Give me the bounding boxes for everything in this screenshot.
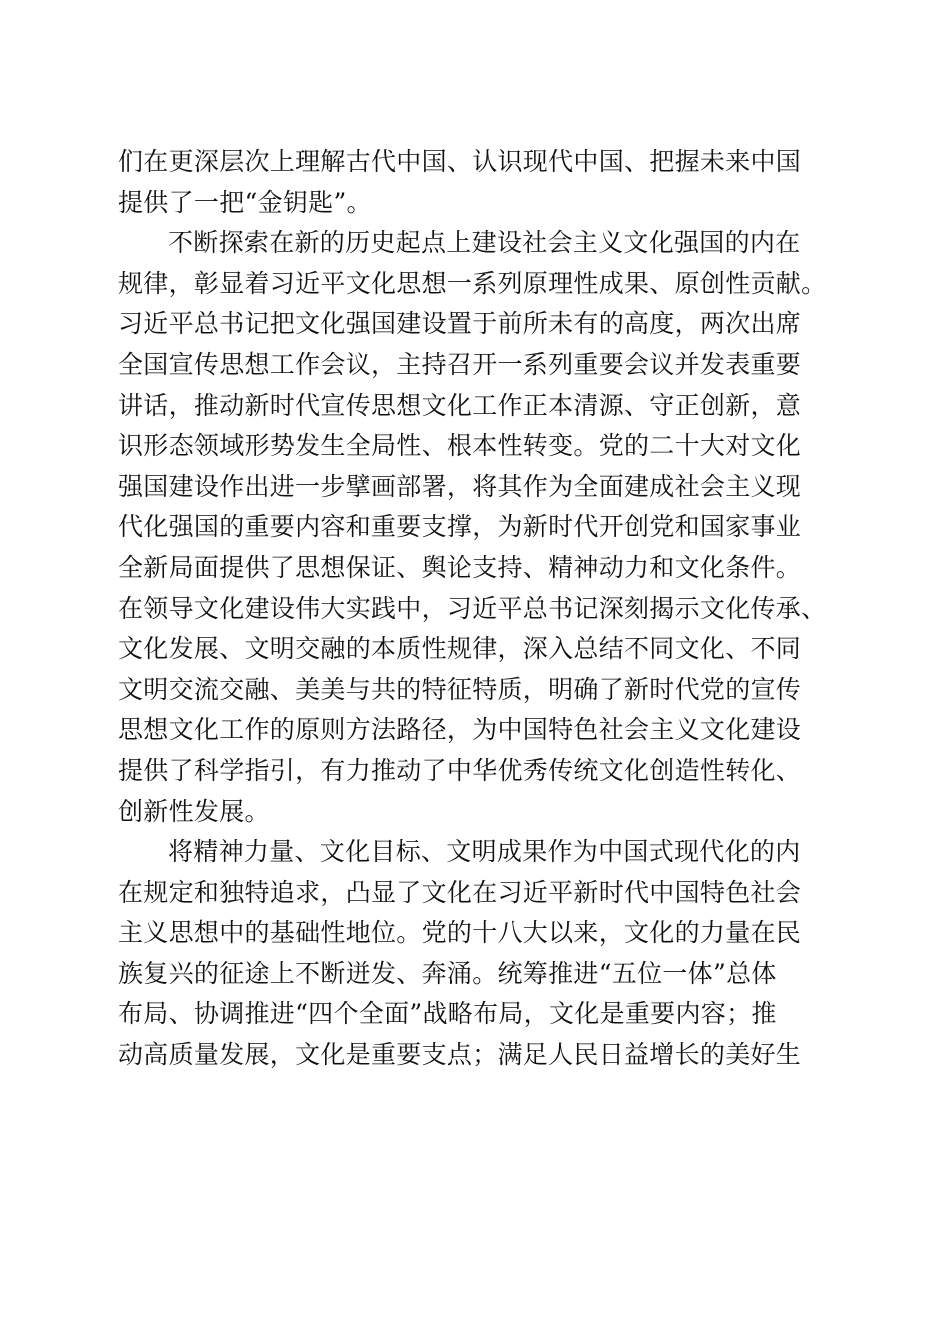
text-line: 提供了科学指引，有力推动了中华优秀传统文化创造性转化、 <box>118 755 802 785</box>
text-line: 提供了一把“金钥匙”。 <box>118 187 372 217</box>
paragraph-start-line: 不断探索在新的历史起点上建设社会主义文化强国的内在 <box>168 228 801 258</box>
text-line: 思想文化工作的原则方法路径，为中国特色社会主义文化建设 <box>118 715 802 745</box>
text-line: 族复兴的征途上不断迸发、奔涌。统筹推进“五位一体”总体 <box>118 958 777 988</box>
text-line: 全新局面提供了思想保证、舆论支持、精神动力和文化条件。 <box>118 552 802 582</box>
text-line: 代化强国的重要内容和重要支撑，为新时代开创党和国家事业 <box>118 512 802 542</box>
text-line: 主义思想中的基础性地位。党的十八大以来，文化的力量在民 <box>118 918 802 948</box>
body-text <box>118 142 838 1076</box>
text-line: 布局、协调推进“四个全面”战略布局，文化是重要内容；推 <box>118 999 777 1029</box>
text-line: 文化发展、文明交融的本质性规律，深入总结不同文化、不同 <box>118 634 802 664</box>
paragraph-start-line: 将精神力量、文化目标、文明成果作为中国式现代化的内 <box>168 837 801 867</box>
text-line: 规律，彰显着习近平文化思想一系列原理性成果、原创性贡献。 <box>118 268 827 298</box>
text-line: 讲话，推动新时代宣传思想文化工作正本清源、守正创新，意 <box>118 390 802 420</box>
text-line: 全国宣传思想工作会议，主持召开一系列重要会议并发表重要 <box>118 349 802 379</box>
text-line: 创新性发展。 <box>118 796 270 826</box>
text-line: 文明交流交融、美美与共的特征特质，明确了新时代党的宣传 <box>118 674 802 704</box>
text-line: 习近平总书记把文化强国建设置于前所未有的高度，两次出席 <box>118 309 802 339</box>
text-line: 在领导文化建设伟大实践中，习近平总书记深刻揭示文化传承、 <box>118 593 827 623</box>
text-line: 强国建设作出进一步擘画部署，将其作为全面建成社会主义现 <box>118 471 802 501</box>
text-line: 动高质量发展，文化是重要支点；满足人民日益增长的美好生 <box>118 1040 802 1070</box>
text-line: 们在更深层次上理解古代中国、认识现代中国、把握未来中国 <box>118 147 802 176</box>
text-line: 识形态领域形势发生全局性、根本性转变。党的二十大对文化 <box>118 431 802 461</box>
text-line: 在规定和独特追求，凸显了文化在习近平新时代中国特色社会 <box>118 877 802 907</box>
